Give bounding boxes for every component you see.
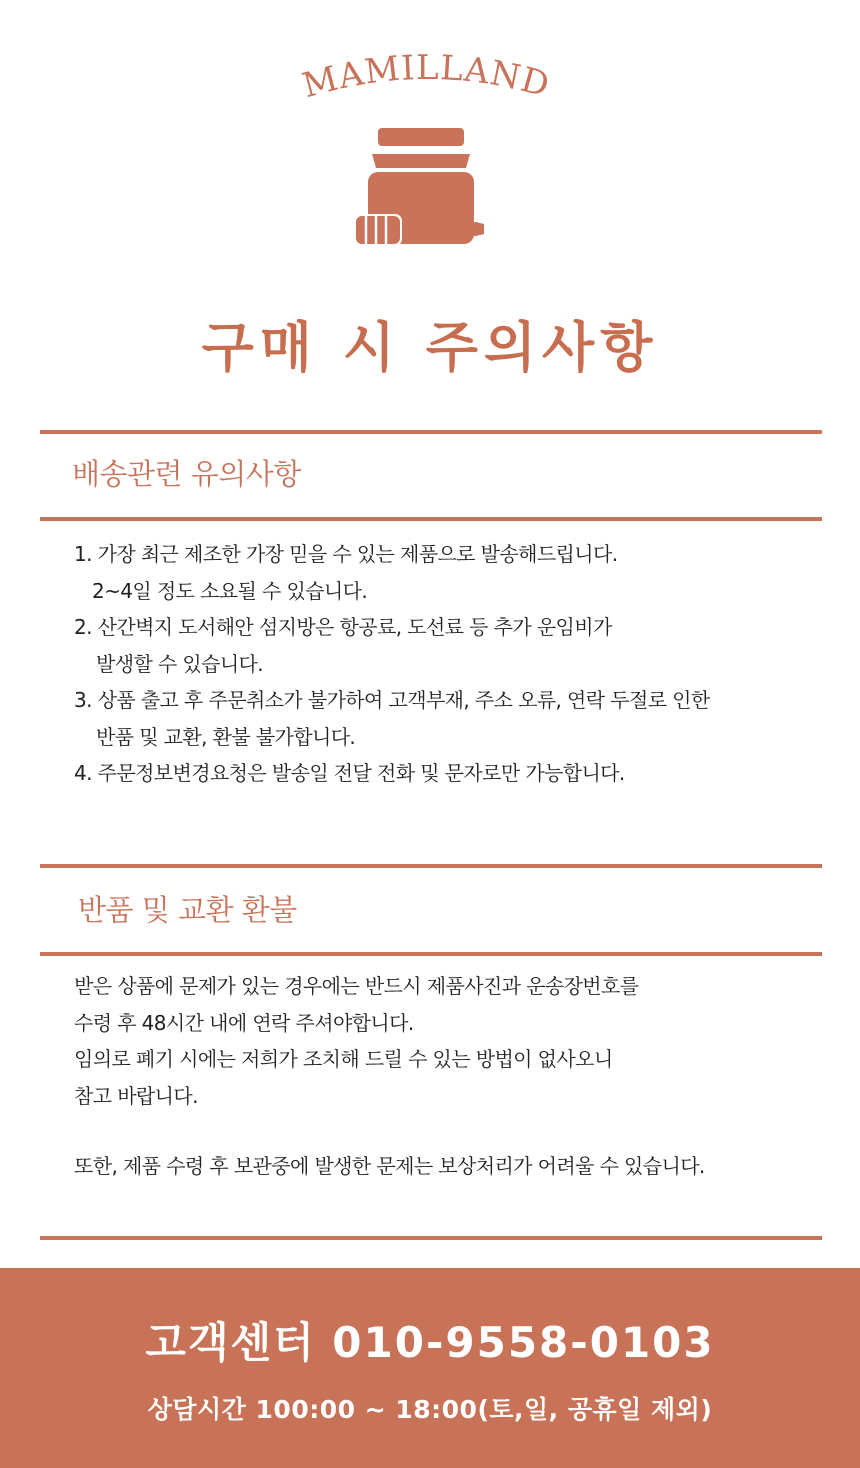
divider (40, 1236, 822, 1240)
consultation-hours: 상담시간 100:00 ~ 18:00(토,일, 공휴일 제외) (147, 1395, 713, 1424)
notice-line: 임의로 폐기 시에는 저희가 조치해 드릴 수 있는 방법이 없사오니 (74, 1047, 613, 1071)
list-item (74, 609, 834, 682)
returns-section-title: 반품 및 교환 환불 (78, 893, 297, 927)
list-item-text: 1. 가장 최근 제조한 가장 믿을 수 있는 제품으로 발송해드립니다. (74, 542, 618, 566)
list-item-text: 4. 주문정보변경요청은 발송일 전달 전화 및 문자로만 가능합니다. (74, 761, 625, 785)
list-item (74, 536, 834, 609)
list-item-continuation: 발생할 수 있습니다. (96, 651, 264, 676)
divider (40, 430, 822, 434)
customer-center-footer (0, 1268, 860, 1468)
list-item (74, 682, 834, 755)
divider (40, 517, 822, 521)
notice-line: 수령 후 48시간 내에 연락 주셔야합니다. (74, 1010, 414, 1035)
svg-text:MAMILLAND (298, 50, 554, 106)
page-title: 구매 시 주의사항 (201, 316, 659, 379)
list-item-text: 2. 산간벽지 도서해안 섬지방은 항공료, 도선료 등 추가 운임비가 (74, 615, 612, 639)
notice-line: 참고 바랍니다. (74, 1083, 198, 1108)
divider (40, 864, 822, 868)
divider (40, 952, 822, 956)
notice-line: 받은 상품에 문제가 있는 경우에는 반드시 제품사진과 운송장번호를 (74, 974, 639, 998)
list-item (74, 755, 834, 792)
list-item-continuation: 반품 및 교환, 환불 불가합니다. (96, 724, 356, 749)
brand-name: MAMILLAND (298, 50, 555, 107)
customer-center-phone: 고객센터 010-9558-0103 (145, 1318, 715, 1367)
notice-line: 또한, 제품 수령 후 보관중에 발생한 문제는 보상처리가 어려울 수 있습니다. (74, 1154, 705, 1178)
shipping-section-title: 배송관련 유의사항 (72, 457, 301, 491)
list-item-text: 3. 상품 출고 후 주문취소가 불가하여 고객부재, 주소 오류, 연락 두절로 인한 (74, 688, 710, 712)
honey-jar-icon (350, 124, 490, 248)
returns-notice-text (74, 968, 834, 1185)
brand-logo (0, 50, 860, 110)
shipping-notice-list (74, 536, 834, 792)
list-item-continuation: 2~4일 정도 소요될 수 있습니다. (92, 578, 368, 603)
